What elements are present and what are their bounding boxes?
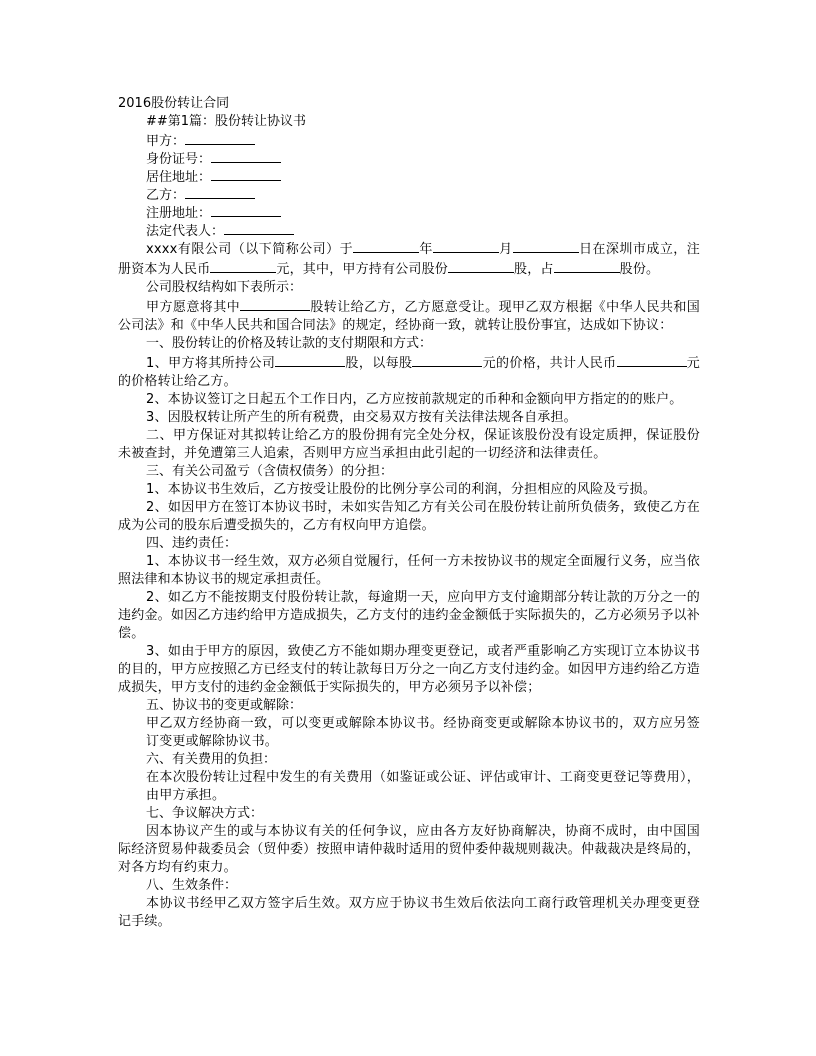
field-label: 法定代表人： [146,224,225,239]
fill-blank [210,259,276,273]
fill-blank [211,149,281,163]
section-5-paragraph: 甲乙双方经协商一致，可以变更或解除本协议书。经协商变更或解除本协议书的，双方应另签订变更或解除协议书。 [146,716,700,749]
field-label: 注册地址： [146,206,212,221]
fill-blank [448,259,514,273]
section-3-clause-1: 1、本协议书生效后，乙方按受让股份的比例分享公司的利润，分担相应的风险及亏损。 [146,482,657,497]
fill-blank [211,203,281,217]
fill-blank [353,239,419,253]
fill-blank [185,131,255,145]
document-title: 2016股份转让合同 [118,96,230,111]
section-2-paragraph: 二、甲方保证对其拟转让给乙方的股份拥有完全处分权，保证该股份没有设定质押，保证股份未被查封，并免遭第三人追索，否则甲方应当承担由此引起的一切经济和法律责任。 [118,428,700,461]
section-1-clause-2: 2、本协议签订之日起五个工作日内，乙方应按前款规定的币种和金额向甲方指定的的账户。 [146,392,683,407]
section-6-title: 六、有关费用的负担： [146,752,277,767]
section-4-title: 四、违约责任： [146,536,238,551]
field-id-number [118,149,700,167]
field-label: 居住地址： [146,170,212,185]
field-label: 甲方： [146,134,186,149]
document-subtitle: ##第1篇：股份转让协议书 [146,114,307,129]
fill-blank [275,353,345,367]
fill-blank [513,239,579,253]
fill-blank [617,353,687,367]
section-1-title: 一、股份转让的价格及转让款的支付期限和方式： [146,336,433,351]
section-5-title: 五、协议书的变更或解除： [146,698,303,713]
document-page [118,95,700,931]
section-4-clause-2: 2、如乙方不能按期支付股份转让款，每逾期一天，应向甲方支付逾期部分转让款的万分之一的违约金。如因乙方违约给甲方造成损失，乙方支付的违约金金额低于实际损失的，乙方必须另予以补偿。 [118,590,700,641]
fill-blank [240,297,310,311]
section-3-clause-2: 2、如因甲方在签订本协议书时，未如实告知乙方有关公司在股份转让前所负债务，致使乙方在成为公司的股东后遭受损失的，乙方有权向甲方追偿。 [118,500,700,533]
section-4-clause-3: 3、如由于甲方的原因，致使乙方不能如期办理变更登记，或者严重影响乙方实现订立本协议书的目的，甲方应按照乙方已经支付的转让款每日万分之一向乙方支付违约金。如因甲方违约给乙方造成损失，甲方支付的违约金金额低于实际损失的，甲方必须另予以补偿； [118,644,700,695]
fill-blank [412,353,482,367]
field-legal-representative [118,221,700,239]
fill-blank [554,259,620,273]
structure-intro: 公司股权结构如下表所示： [146,280,303,295]
field-label: 身份证号： [146,152,212,167]
section-8-paragraph: 本协议书经甲乙双方签字后生效。双方应于协议书生效后依法向工商行政管理机关办理变更登记手续。 [118,896,700,929]
field-party-b [118,185,700,203]
section-8-title: 八、生效条件： [146,878,238,893]
section-1-clause-1: 1、甲方将其所持公司 股，以每股 元的价格，共计人民币 元的价格转让给乙方。 [118,353,700,391]
section-6-paragraph: 在本次股份转让过程中发生的有关费用（如鉴证或公证、评估或审计、工商变更登记等费用），由甲方承担。 [146,770,700,803]
fill-blank [185,185,255,199]
field-label: 乙方： [146,188,186,203]
section-3-title: 三、有关公司盈亏（含债权债务）的分担： [146,464,394,479]
section-1-clause-3: 3、因股权转让所产生的所有税费，由交易双方按有关法律法规各自承担。 [146,410,577,425]
fill-blank [224,221,294,235]
fill-blank [211,167,281,181]
section-7-paragraph: 因本协议产生的或与本协议有关的任何争议，应由各方友好协商解决，协商不成时，由中国国际经济贸易仲裁委员会（贸仲委）按照申请仲裁时适用的贸仲委仲裁规则裁决。仲裁裁决是终局的，对各方均有约束力。 [118,824,700,875]
company-info-paragraph: xxxx有限公司（以下简称公司）于 年 月 日在深圳市成立，注册资本为人民币 元，其中，甲方持有公司股份 股，占 股份。 [118,239,700,279]
field-party-a [118,131,700,149]
field-registered-address [118,203,700,221]
field-address [118,167,700,185]
section-4-clause-1: 1、本协议书一经生效，双方必须自觉履行，任何一方未按协议书的规定全面履行义务，应当依照法律和本协议书的规定承担责任。 [118,554,700,587]
fill-blank [433,239,499,253]
agreement-intro-paragraph: 甲方愿意将其中 股转让给乙方，乙方愿意受让。现甲乙双方根据《中华人民共和国公司法》和《中华人民共和国合同法》的规定，经协商一致，就转让股份事宜，达成如下协议： [118,297,700,335]
section-7-title: 七、争议解决方式： [146,806,264,821]
